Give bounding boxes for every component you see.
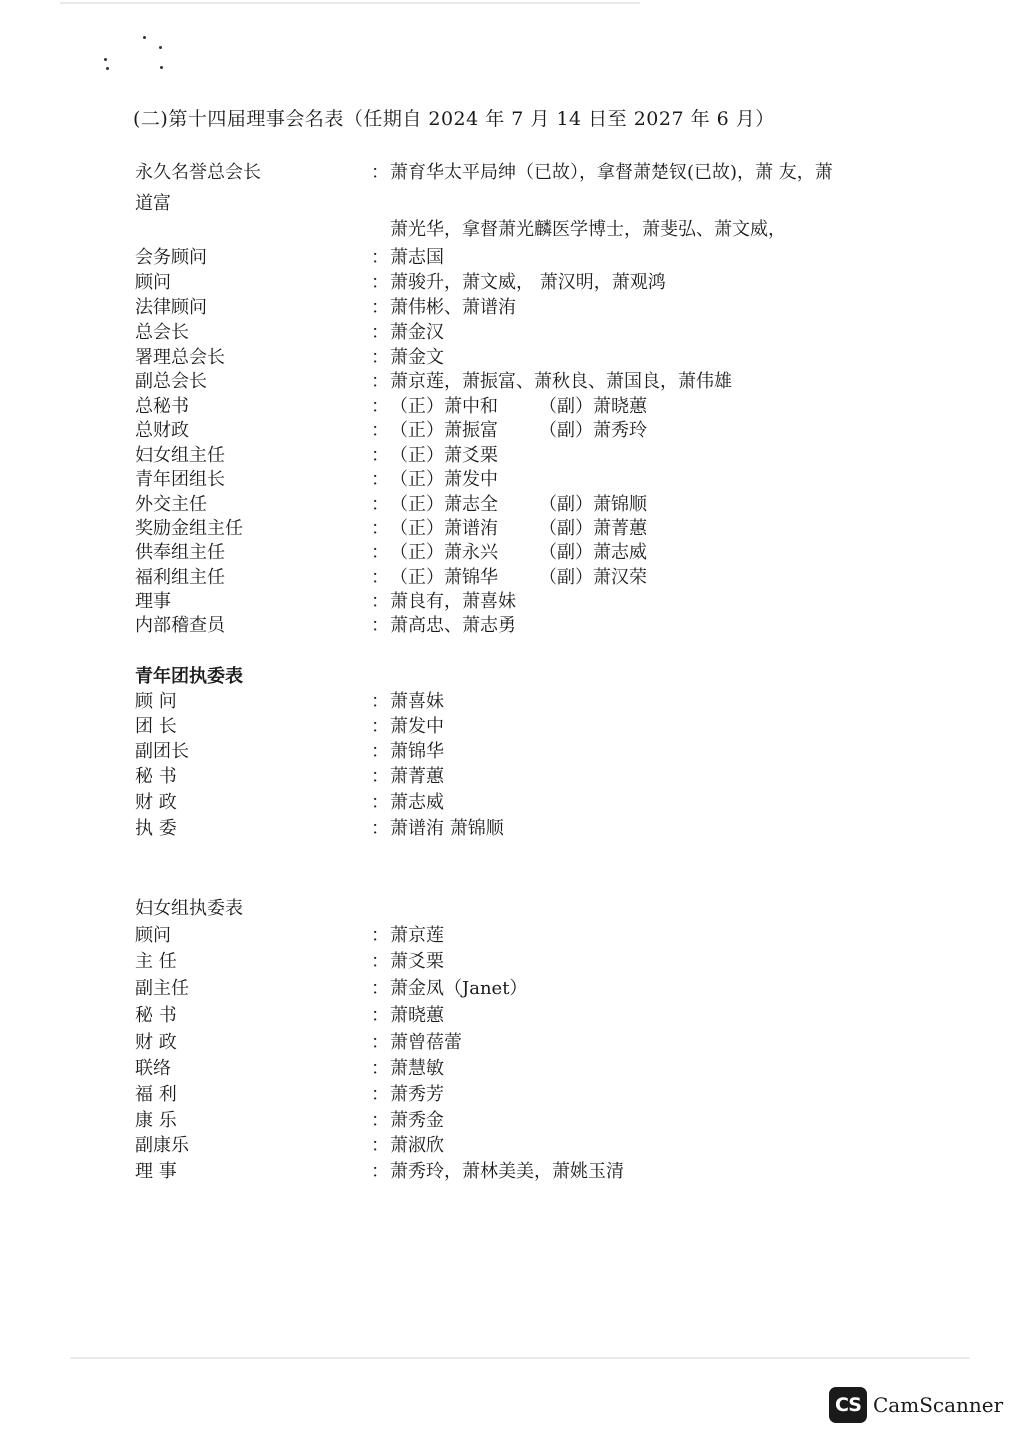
row-colon: ： — [371, 347, 389, 368]
row-label: 联络 — [135, 1058, 171, 1079]
row-value: 萧志威 — [390, 792, 444, 813]
row-value: 萧金凤（Janet） — [390, 978, 528, 999]
row-label: 康 乐 — [135, 1110, 177, 1131]
row-value: 萧志国 — [390, 247, 444, 268]
row-label: 顾 问 — [135, 691, 177, 712]
row-value: 萧慧敏 — [390, 1058, 444, 1079]
row-label: 青年团组长 — [135, 469, 225, 490]
row-value: 萧京莲，萧振富、萧秋良、萧国良，萧伟雄 — [390, 371, 732, 392]
row-value: 萧发中 — [390, 716, 444, 737]
row-colon: ： — [371, 716, 389, 737]
row-colon: ： — [371, 542, 389, 563]
honorary-president-value-continued: 道富 — [135, 193, 171, 214]
row-colon: ： — [371, 297, 389, 318]
row-colon: ： — [371, 691, 389, 712]
row-value: （正）萧发中 — [390, 469, 498, 490]
row-label: 团 长 — [135, 716, 177, 737]
row-colon: ： — [371, 1005, 389, 1026]
row-colon: ： — [371, 162, 389, 183]
row-label: 奖励金组主任 — [135, 518, 243, 539]
row-colon: ： — [371, 615, 389, 636]
row-colon: ： — [371, 1135, 389, 1156]
row-colon: ： — [371, 818, 389, 839]
row-value: 萧秀玲，萧林美美，萧姚玉清 — [390, 1161, 624, 1182]
scan-speck — [160, 66, 163, 69]
row-label: 理 事 — [135, 1161, 177, 1182]
row-label: 外交主任 — [135, 494, 207, 515]
row-colon: ： — [371, 741, 389, 762]
row-value: 萧金汉 — [390, 322, 444, 343]
row-label: 执 委 — [135, 818, 177, 839]
row-value: 萧菁蕙 — [390, 766, 444, 787]
row-label: 财 政 — [135, 1032, 177, 1053]
row-label: 总会长 — [135, 322, 189, 343]
row-value: 萧谱洧 萧锦顺 — [390, 818, 504, 839]
row-colon: ： — [371, 518, 389, 539]
row-value: （正）萧永兴 — [390, 542, 498, 563]
row-label: 会务顾问 — [135, 247, 207, 268]
row-value: 萧秀芳 — [390, 1084, 444, 1105]
row-value: 萧伟彬、萧谱洧 — [390, 297, 516, 318]
row-colon: ： — [371, 951, 389, 972]
women-committee-heading: 妇女组执委表 — [135, 898, 243, 919]
row-colon: ： — [371, 322, 389, 343]
row-colon: ： — [371, 396, 389, 417]
row-label: 副总会长 — [135, 371, 207, 392]
row-value-deputy: （副）萧晓蕙 — [539, 396, 647, 417]
row-colon: ： — [371, 766, 389, 787]
row-label: 内部稽查员 — [135, 615, 225, 636]
row-value-deputy: （副）萧志威 — [539, 542, 647, 563]
row-label: 福 利 — [135, 1084, 177, 1105]
row-value: 萧骏升，萧文威， 萧汉明，萧观鸿 — [390, 272, 666, 293]
scan-artifact-line — [60, 2, 640, 4]
row-value-deputy: （副）萧锦顺 — [539, 494, 647, 515]
row-label: 顾问 — [135, 925, 171, 946]
row-value: 萧良有，萧喜妹 — [390, 591, 516, 612]
row-colon: ： — [371, 1058, 389, 1079]
row-colon: ： — [371, 371, 389, 392]
row-colon: ： — [371, 925, 389, 946]
row-label: 署理总会长 — [135, 347, 225, 368]
row-value: （正）萧谱洧 — [390, 518, 498, 539]
row-value: 萧喜妹 — [390, 691, 444, 712]
row-colon: ： — [371, 420, 389, 441]
row-value: 萧高忠、萧志勇 — [390, 615, 516, 636]
row-colon: ： — [371, 978, 389, 999]
row-label: 供奉组主任 — [135, 542, 225, 563]
row-colon: ： — [371, 1161, 389, 1182]
scan-speck — [143, 36, 146, 39]
row-value: 萧曾蓓蕾 — [390, 1032, 462, 1053]
row-value: （正）萧锦华 — [390, 567, 498, 588]
row-value: （正）萧振富 — [390, 420, 498, 441]
row-value: 萧育华太平局绅（已故），拿督萧楚钗(已故)，萧 友，萧 — [390, 162, 833, 183]
row-value-deputy: （副）萧秀玲 — [539, 420, 647, 441]
row-value: 萧爻栗 — [390, 951, 444, 972]
row-value: （正）萧志全 — [390, 494, 498, 515]
row-label: 副团长 — [135, 741, 189, 762]
row-colon: ： — [371, 445, 389, 466]
row-colon: ： — [371, 1084, 389, 1105]
row-label: 福利组主任 — [135, 567, 225, 588]
row-label: 秘 书 — [135, 1005, 177, 1026]
row-value: 萧京莲 — [390, 925, 444, 946]
row-colon: ： — [371, 792, 389, 813]
honorary-president-value-line2: 萧光华，拿督萧光麟医学博士，萧斐弘、萧文威， — [390, 219, 786, 240]
camscanner-logo-icon: CS — [829, 1387, 867, 1423]
row-label: 主 任 — [135, 951, 177, 972]
scan-speck — [106, 67, 109, 70]
row-value: （正）萧爻栗 — [390, 445, 498, 466]
row-label: 副康乐 — [135, 1135, 189, 1156]
row-value: （正）萧中和 — [390, 396, 498, 417]
row-value: 萧锦华 — [390, 741, 444, 762]
row-value-deputy: （副）萧菁蕙 — [539, 518, 647, 539]
row-colon: ： — [371, 567, 389, 588]
row-label: 顾问 — [135, 272, 171, 293]
row-value-deputy: （副）萧汉荣 — [539, 567, 647, 588]
row-value: 萧金文 — [390, 347, 444, 368]
scan-speck — [104, 58, 107, 61]
camscanner-brand-text: CamScanner — [873, 1393, 1004, 1417]
scan-speck — [159, 46, 162, 49]
row-label: 秘 书 — [135, 766, 177, 787]
row-value: 萧秀金 — [390, 1110, 444, 1131]
row-label: 妇女组主任 — [135, 445, 225, 466]
row-label: 永久名誉总会长 — [135, 162, 261, 183]
row-label: 法律顾问 — [135, 297, 207, 318]
row-colon: ： — [371, 1110, 389, 1131]
row-label: 财 政 — [135, 792, 177, 813]
row-value: 萧淑欣 — [390, 1135, 444, 1156]
row-colon: ： — [371, 272, 389, 293]
row-colon: ： — [371, 247, 389, 268]
row-label: 副主任 — [135, 978, 189, 999]
row-colon: ： — [371, 494, 389, 515]
document-title: (二)第十四届理事会名表（任期自 2024 年 7 月 14 日至 2027 年 6 月） — [133, 108, 775, 130]
youth-committee-heading: 青年团执委表 — [135, 666, 243, 687]
scan-artifact-line — [70, 1357, 970, 1359]
row-label: 总财政 — [135, 420, 189, 441]
row-label: 总秘书 — [135, 396, 189, 417]
row-colon: ： — [371, 1032, 389, 1053]
row-colon: ： — [371, 591, 389, 612]
row-label: 理事 — [135, 591, 171, 612]
row-colon: ： — [371, 469, 389, 490]
row-value: 萧晓蕙 — [390, 1005, 444, 1026]
